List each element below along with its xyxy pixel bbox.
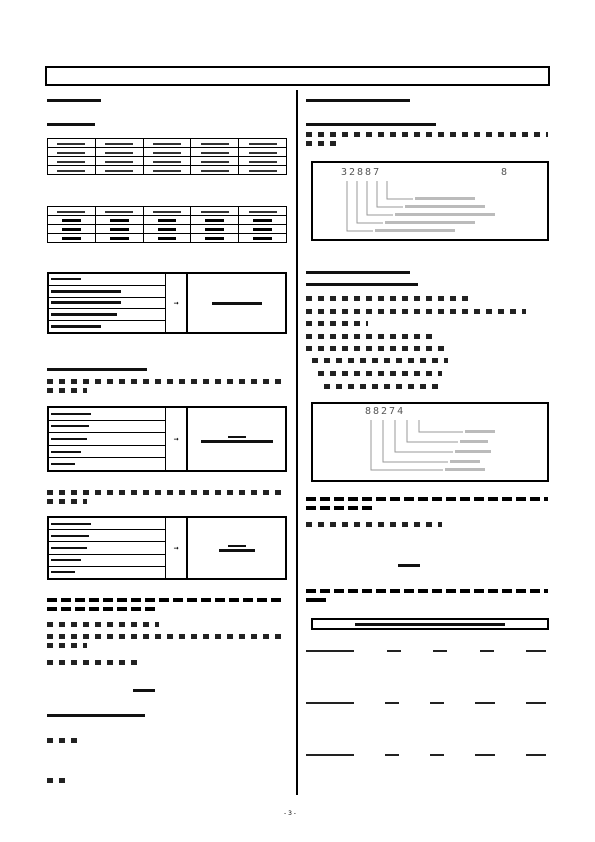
left-line-4 xyxy=(47,778,71,789)
right-subheading-2 xyxy=(306,269,410,276)
right-fig-label xyxy=(398,563,420,569)
mapping-3-result xyxy=(188,518,285,578)
mapping-2-left xyxy=(49,408,166,470)
left-line-1 xyxy=(47,622,159,633)
left-line-2 xyxy=(47,660,141,671)
right-paragraph-3 xyxy=(306,589,550,602)
equation-row-1 xyxy=(306,648,546,654)
right-section-heading xyxy=(306,97,410,104)
data-table-b xyxy=(47,206,287,243)
left-paragraph-3 xyxy=(47,598,287,611)
left-section-heading xyxy=(47,97,101,104)
right-subheading-1 xyxy=(306,121,436,128)
left-line-3 xyxy=(47,738,79,749)
mapping-3-arrow: → xyxy=(166,518,188,578)
code-2-digits: 88274 xyxy=(365,406,406,417)
data-table-a xyxy=(47,138,287,175)
left-fig-label xyxy=(133,688,155,694)
formula-bar xyxy=(311,618,549,630)
code-diagram-2 xyxy=(311,402,549,482)
mapping-2-arrow: → xyxy=(166,408,188,470)
mapping-box-2 xyxy=(47,406,287,472)
code-1-suffix: 8 xyxy=(501,167,510,178)
code-diagram-1 xyxy=(311,161,549,241)
left-paragraph-2 xyxy=(47,490,287,510)
right-paragraph-2 xyxy=(306,497,550,510)
right-line-3 xyxy=(306,321,368,332)
left-paragraph-1 xyxy=(47,379,287,399)
right-line-2 xyxy=(306,309,526,320)
mapping-1-arrow: → xyxy=(166,274,188,332)
left-subheading-2 xyxy=(47,366,147,373)
equation-row-2 xyxy=(306,700,546,706)
mapping-1-result xyxy=(188,274,285,332)
right-line-9 xyxy=(306,522,442,533)
mapping-1-left xyxy=(49,274,166,332)
left-subheading-1 xyxy=(47,121,95,128)
right-line-4 xyxy=(306,334,434,345)
code-1-digits: 32887 xyxy=(341,167,382,178)
left-subheading-3 xyxy=(47,712,145,719)
right-paragraph-1 xyxy=(306,132,550,152)
mapping-2-result xyxy=(188,408,285,470)
mapping-box-3 xyxy=(47,516,287,580)
right-line-8 xyxy=(324,384,444,395)
code-1-leader-lines xyxy=(313,163,547,239)
right-line-6 xyxy=(312,358,448,369)
page-number: - 3 - xyxy=(284,810,296,817)
column-divider xyxy=(296,90,298,795)
right-line-1 xyxy=(306,296,471,307)
page-header xyxy=(45,66,550,86)
left-paragraph-4 xyxy=(47,634,287,654)
right-line-7 xyxy=(318,371,442,382)
mapping-3-left xyxy=(49,518,166,578)
code-2-leader-lines xyxy=(313,404,547,480)
mapping-box-1 xyxy=(47,272,287,334)
equation-row-3 xyxy=(306,752,546,758)
right-line-5 xyxy=(306,346,448,357)
right-subheading-3 xyxy=(306,281,418,288)
